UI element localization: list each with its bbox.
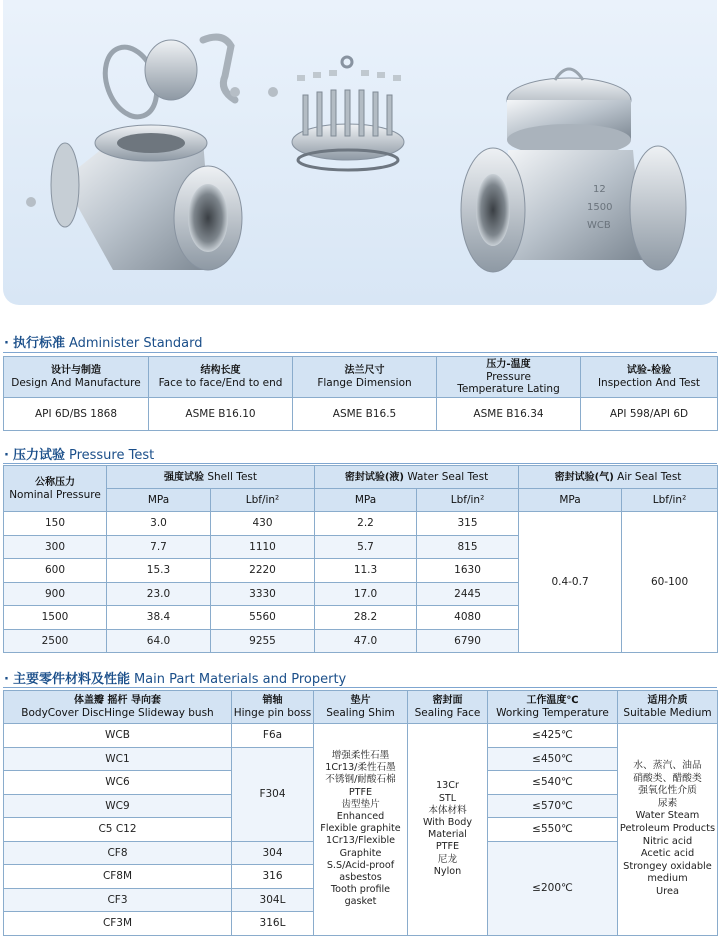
header-body: 体盖瓣 摇杆 导向套 BodyCover DiscHinge Slideway bush <box>4 691 232 724</box>
cell-face-to-face: ASME B16.10 <box>149 398 293 431</box>
cell-pin: F6a <box>232 724 314 748</box>
header-shim: 垫片 Sealing Shim <box>314 691 408 724</box>
cell-shell-mpa: 64.0 <box>107 629 211 653</box>
cell-shell-lbf: 2220 <box>211 559 315 583</box>
cell-shell-lbf: 1110 <box>211 535 315 559</box>
unit-mpa: MPa <box>315 489 417 512</box>
title-cn: 压力试验 <box>12 448 65 463</box>
cell-inspection: API 598/API 6D <box>581 398 718 431</box>
bullet-icon: · <box>4 336 9 351</box>
cell-water-lbf: 4080 <box>417 606 519 630</box>
cell-class: 2500 <box>4 629 107 653</box>
cell-water-lbf: 2445 <box>417 582 519 606</box>
table-row <box>4 398 718 431</box>
bolts-and-cover <box>292 57 404 170</box>
check-valve-illustration <box>3 0 717 305</box>
title-cn: 主要零件材料及性能 <box>12 672 130 687</box>
cell-water-mpa: 11.3 <box>315 559 417 583</box>
cell-water-lbf: 6790 <box>417 629 519 653</box>
cell-water-mpa: 28.2 <box>315 606 417 630</box>
cell-design: API 6D/BS 1868 <box>4 398 149 431</box>
product-photo-panel <box>3 0 717 305</box>
header-shell-test: 强度试验 Shell Test <box>107 466 315 489</box>
unit-mpa: MPa <box>519 489 622 512</box>
cell-class: 1500 <box>4 606 107 630</box>
cell-temp: ≤425℃ <box>488 724 618 748</box>
title-en: Administer Standard <box>68 336 203 351</box>
cell-air-lbf: 60-100 <box>622 512 718 653</box>
header-nominal: 公称压力 Nominal Pressure <box>4 466 107 512</box>
cell-pin: 304 <box>232 841 314 865</box>
bullet-icon: · <box>4 448 9 463</box>
header-design: 设计与制造 Design And Manufacture <box>4 357 149 398</box>
cell-shell-mpa: 23.0 <box>107 582 211 606</box>
cell-pin: 304L <box>232 888 314 912</box>
cell-class: 600 <box>4 559 107 583</box>
bullet-icon: · <box>4 672 9 687</box>
table-header-row <box>4 691 718 724</box>
cell-water-mpa: 17.0 <box>315 582 417 606</box>
cell-pin: F304 <box>232 747 314 841</box>
cell-body: WC1 <box>4 747 232 771</box>
header-face: 密封面 Sealing Face <box>408 691 488 724</box>
header-medium: 适用介质 Suitable Medium <box>618 691 718 724</box>
divider <box>3 463 717 464</box>
cell-class: 300 <box>4 535 107 559</box>
table-row <box>4 724 718 748</box>
cell-shell-mpa: 15.3 <box>107 559 211 583</box>
marking-size: 12 <box>593 184 606 195</box>
materials-table <box>3 690 718 936</box>
table-header-row <box>4 357 718 398</box>
cell-pressure-temp: ASME B16.34 <box>437 398 581 431</box>
marking-class: 1500 <box>587 202 613 213</box>
table-unit-row <box>4 489 718 512</box>
header-pressure-temp: 压力-温度 Pressure Temperature Lating <box>437 357 581 398</box>
table-row <box>4 512 718 536</box>
cell-shell-mpa: 7.7 <box>107 535 211 559</box>
assembled-valve <box>461 69 686 272</box>
header-water-seal: 密封试验(液) Water Seal Test <box>315 466 519 489</box>
cell-water-mpa: 2.2 <box>315 512 417 536</box>
cell-body: CF3 <box>4 888 232 912</box>
cell-body: WC6 <box>4 771 232 795</box>
title-en: Main Part Materials and Property <box>133 672 347 687</box>
cell-shell-lbf: 3330 <box>211 582 315 606</box>
cell-medium: 水、蒸汽、油品 硝酸类、醋酸类 强氧化性介质 尿素 Water Steam Petroleum Products Nitric acid Acetic acid Strongey oxidable medium Urea <box>618 724 718 936</box>
cell-shell-mpa: 38.4 <box>107 606 211 630</box>
cell-shell-lbf: 5560 <box>211 606 315 630</box>
pressure-table <box>3 465 718 653</box>
cell-shell-mpa: 3.0 <box>107 512 211 536</box>
table-header-row <box>4 466 718 489</box>
marking-material: WCB <box>587 220 611 231</box>
cell-air-mpa: 0.4-0.7 <box>519 512 622 653</box>
cell-body: CF3M <box>4 912 232 936</box>
cell-body: WC9 <box>4 794 232 818</box>
section-title-materials <box>4 668 346 687</box>
section-title-standard <box>4 332 203 351</box>
cell-temp: ≤550℃ <box>488 818 618 842</box>
header-pin: 销轴 Hinge pin boss <box>232 691 314 724</box>
header-inspection: 试验-检验 Inspection And Test <box>581 357 718 398</box>
unit-mpa: MPa <box>107 489 211 512</box>
cell-flange: ASME B16.5 <box>293 398 437 431</box>
cell-pin: 316L <box>232 912 314 936</box>
cell-shell-lbf: 9255 <box>211 629 315 653</box>
unit-lbf: Lbf/in² <box>622 489 718 512</box>
cell-shim: 增强柔性石墨 1Cr13/柔性石墨 不锈钢/耐酸石棉 PTFE 齿型垫片 Enhanced Flexible graphite 1Cr13/Flexible Graphite S.S/Acid-proof asbestos Tooth profile gasket <box>314 724 408 936</box>
standard-table <box>3 356 718 431</box>
cell-temp: ≤450℃ <box>488 747 618 771</box>
exploded-valve <box>26 37 278 270</box>
cell-pin: 316 <box>232 865 314 889</box>
divider <box>3 687 717 688</box>
cell-body: WCB <box>4 724 232 748</box>
section-title-pressure <box>4 444 154 463</box>
cell-temp: ≤540℃ <box>488 771 618 795</box>
cell-face: 13Cr STL 本体材料 With Body Material PTFE 尼龙 Nylon <box>408 724 488 936</box>
cell-water-lbf: 1630 <box>417 559 519 583</box>
header-face-to-face: 结构长度 Face to face/End to end <box>149 357 293 398</box>
cell-temp: ≤570℃ <box>488 794 618 818</box>
cell-water-mpa: 5.7 <box>315 535 417 559</box>
cell-class: 900 <box>4 582 107 606</box>
cell-shell-lbf: 430 <box>211 512 315 536</box>
cell-water-lbf: 815 <box>417 535 519 559</box>
header-air-seal: 密封试验(气) Air Seal Test <box>519 466 718 489</box>
cell-body: CF8M <box>4 865 232 889</box>
cell-water-lbf: 315 <box>417 512 519 536</box>
cell-temp: ≤200℃ <box>488 841 618 935</box>
cell-class: 150 <box>4 512 107 536</box>
divider <box>3 352 717 353</box>
unit-lbf: Lbf/in² <box>417 489 519 512</box>
header-temp: 工作温度℃ Working Temperature <box>488 691 618 724</box>
cell-body: CF8 <box>4 841 232 865</box>
header-flange: 法兰尺寸 Flange Dimension <box>293 357 437 398</box>
cell-body: C5 C12 <box>4 818 232 842</box>
unit-lbf: Lbf/in² <box>211 489 315 512</box>
cell-water-mpa: 47.0 <box>315 629 417 653</box>
title-en: Pressure Test <box>68 448 155 463</box>
title-cn: 执行标准 <box>12 336 65 351</box>
